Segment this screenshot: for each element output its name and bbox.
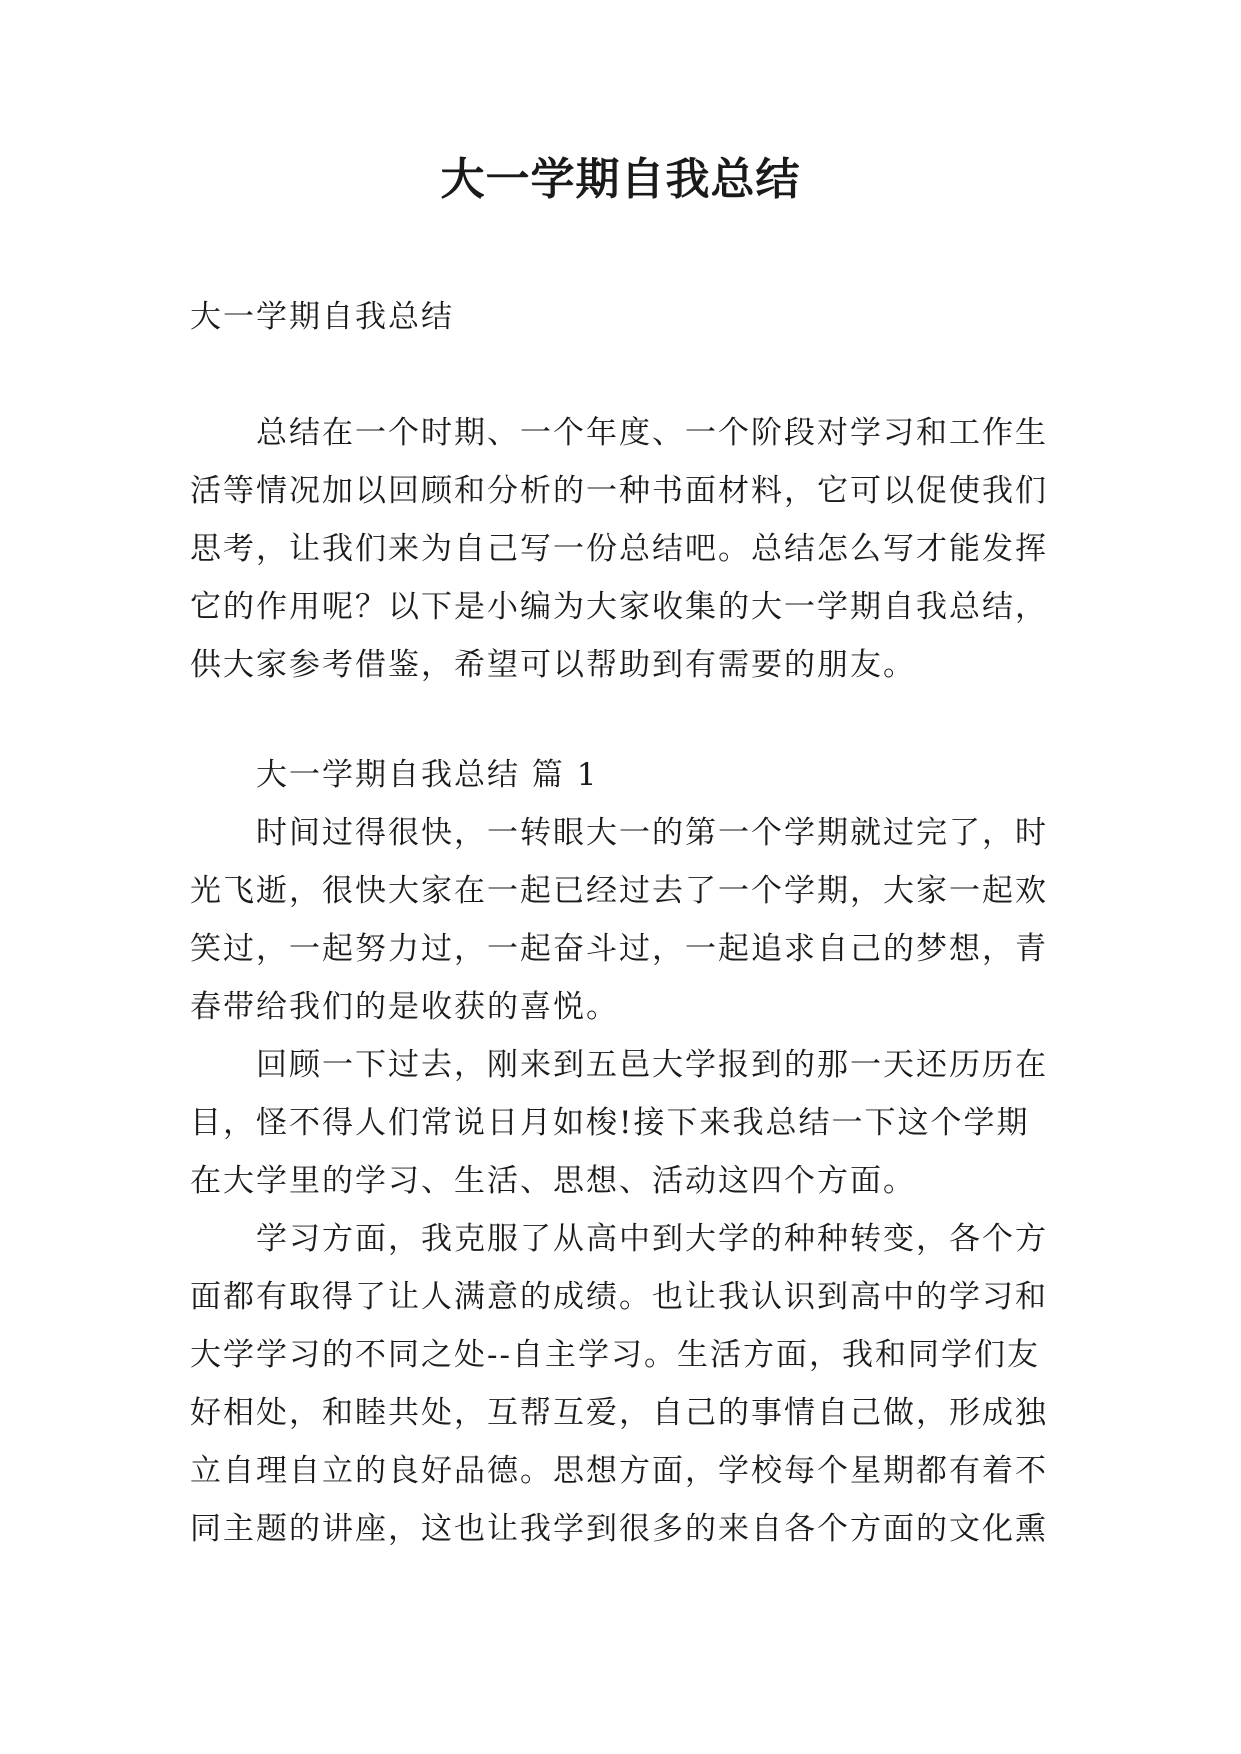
- paragraph-line: 目，怪不得人们常说日月如梭!接下来我总结一下这个学期: [190, 1105, 1030, 1141]
- spacer: [190, 346, 1060, 404]
- document-subtitle: 大一学期自我总结: [190, 299, 454, 335]
- section-heading: 大一学期自我总结 篇 1: [256, 757, 599, 793]
- paragraph-line: 活等情况加以回顾和分析的一种书面材料，它可以促使我们: [190, 473, 1048, 509]
- paragraph-line: 笑过，一起努力过，一起奋斗过，一起追求自己的梦想，青: [190, 931, 1048, 967]
- paragraph-line: 光飞逝，很快大家在一起已经过去了一个学期，大家一起欢: [190, 873, 1048, 909]
- intro-paragraph: [190, 404, 1060, 694]
- paragraph-line: 它的作用呢？以下是小编为大家收集的大一学期自我总结，: [190, 589, 1048, 625]
- paragraph-line: 思考，让我们来为自己写一份总结吧。总结怎么写才能发挥: [190, 531, 1048, 567]
- paragraph-line: 供大家参考借鉴，希望可以帮助到有需要的朋友。: [190, 647, 916, 683]
- document-body: [190, 288, 1060, 1558]
- paragraph-3: [190, 1210, 1060, 1558]
- paragraph-line: 回顾一下过去，刚来到五邑大学报到的那一天还历历在: [256, 1047, 1048, 1083]
- paragraph-line: 总结在一个时期、一个年度、一个阶段对学习和工作生: [256, 415, 1048, 451]
- paragraph-line: 春带给我们的是收获的喜悦。: [190, 989, 619, 1025]
- paragraph-1: [190, 804, 1060, 1036]
- paragraph-line: 面都有取得了让人满意的成绩。也让我认识到高中的学习和: [190, 1279, 1048, 1315]
- paragraph-line: 同主题的讲座，这也让我学到很多的来自各个方面的文化熏: [190, 1511, 1048, 1547]
- spacer: [190, 694, 1060, 746]
- document-title: 大一学期自我总结: [440, 154, 801, 205]
- paragraph-line: 学习方面，我克服了从高中到大学的种种转变，各个方: [256, 1221, 1048, 1257]
- paragraph-line: 立自理自立的良好品德。思想方面，学校每个星期都有着不: [190, 1453, 1048, 1489]
- paragraph-line: 在大学里的学习、生活、思想、活动这四个方面。: [190, 1163, 916, 1199]
- paragraph-line: 时间过得很快，一转眼大一的第一个学期就过完了，时: [256, 815, 1048, 851]
- paragraph-line: 好相处，和睦共处，互帮互爱，自己的事情自己做，形成独: [190, 1395, 1048, 1431]
- paragraph-2: [190, 1036, 1060, 1210]
- paragraph-line: 大学学习的不同之处--自主学习。生活方面，我和同学们友: [190, 1337, 1040, 1373]
